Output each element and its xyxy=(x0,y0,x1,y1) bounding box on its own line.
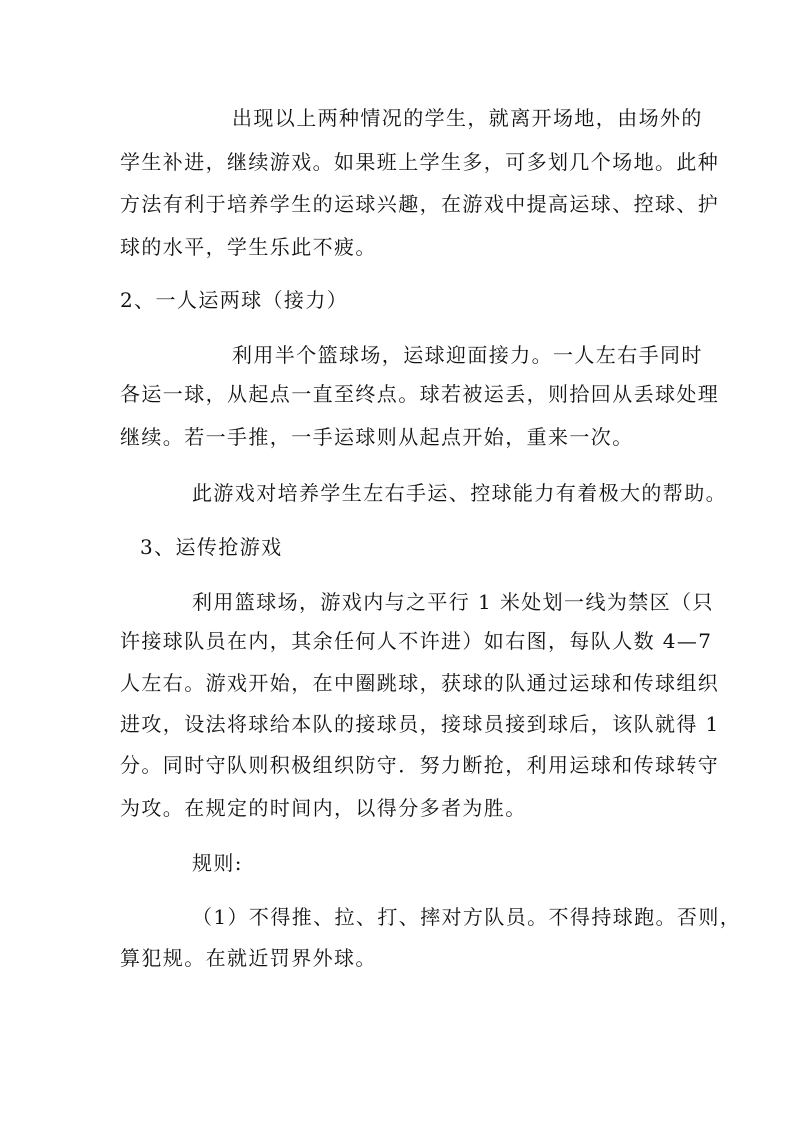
paragraph-4-line-2: 许接球队员在内，其余任何人不许进）如右图，每队人数 4—7 xyxy=(120,629,713,653)
paragraph-4-line-6: 为攻。在规定的时间内，以得分多者为胜。 xyxy=(120,796,527,820)
paragraph-4-line-5: 分。同时守队则积极组织防守．努力断抢，利用运球和传球转守 xyxy=(120,753,720,777)
paragraph-4-line-1: 利用篮球场，游戏内与之平行 1 米处划一线为禁区（只 xyxy=(192,590,714,614)
paragraph-1-line-1: 出现以上两种情况的学生，就离开场地，由场外的 xyxy=(232,106,703,130)
paragraph-4-line-4: 进攻，设法将球给本队的接球员，接球员接到球后，该队就得 1 xyxy=(120,712,720,736)
rule-1-line-2: 算犯规。在就近罚界外球。 xyxy=(120,946,377,970)
section-heading-3: 3、运传抢游戏 xyxy=(140,535,283,559)
paragraph-2-line-2: 各运一球，从起点一直至终点。球若被运丢，则拾回从丢球处理 xyxy=(120,382,720,406)
rules-label: 规则: xyxy=(192,851,243,875)
paragraph-2-line-3: 继续。若一手推，一手运球则从起点开始，重来一次。 xyxy=(120,425,634,449)
paragraph-1-line-2: 学生补进，继续游戏。如果班上学生多，可多划几个场地。此种 xyxy=(120,150,720,174)
paragraph-1-line-4: 球的水平，学生乐此不疲。 xyxy=(120,235,377,259)
section-heading-2: 2、一人运两球（接力） xyxy=(120,288,349,312)
paragraph-3: 此游戏对培养学生左右手运、控球能力有着极大的帮助。 xyxy=(192,481,727,505)
rule-1-line-1: （1）不得推、拉、打、摔对方队员。不得持球跑。否则， xyxy=(192,905,742,929)
paragraph-2-line-1: 利用半个篮球场，运球迎面接力。一人左右手同时 xyxy=(232,343,703,367)
paragraph-1-line-3: 方法有利于培养学生的运球兴趣，在游戏中提高运球、控球、护 xyxy=(120,192,720,216)
paragraph-4-line-3: 人左右。游戏开始，在中圈跳球，获球的队通过运球和传球组织 xyxy=(120,671,720,695)
